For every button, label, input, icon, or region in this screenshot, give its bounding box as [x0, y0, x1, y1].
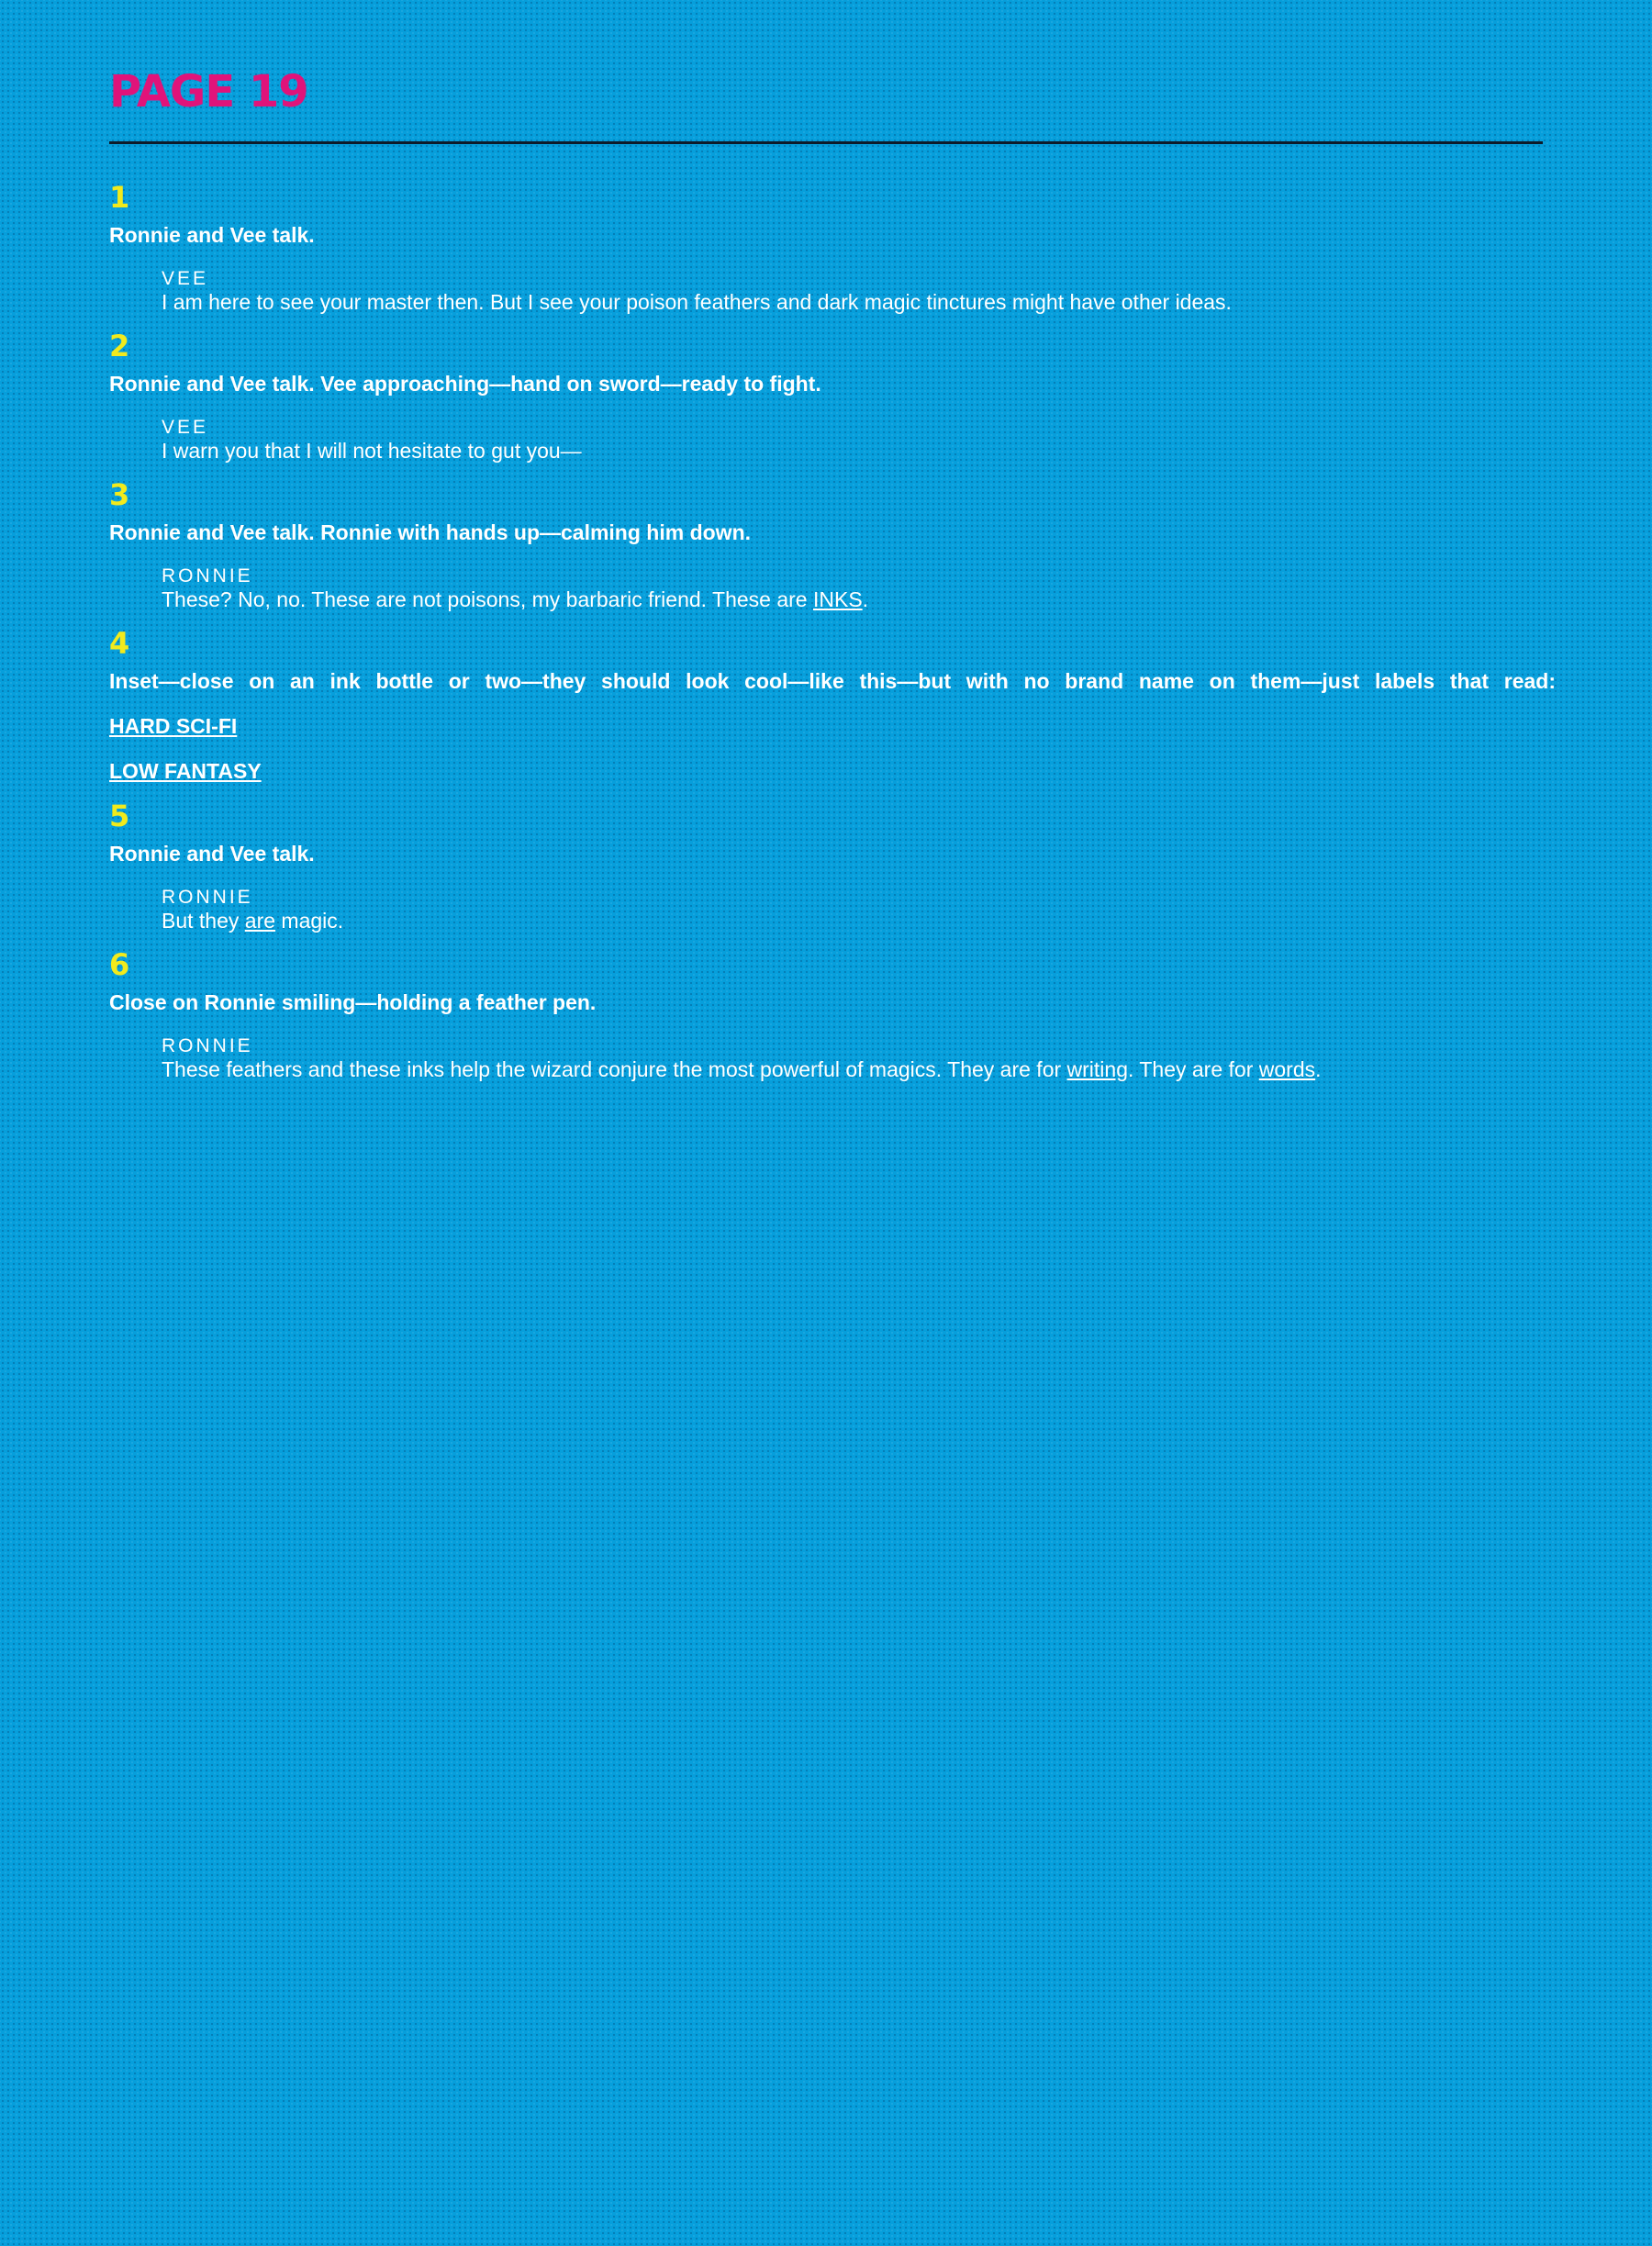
panel-number: 1 — [109, 180, 130, 215]
emphasis-text: are — [244, 909, 276, 933]
page-title: PAGE 19 — [109, 66, 308, 117]
emphasis-text: words — [1258, 1057, 1316, 1081]
dialogue-block — [162, 1035, 1543, 1082]
speaker-name: VEE — [162, 268, 209, 289]
dialogue-text: magic. — [275, 909, 344, 933]
panel-6 — [109, 946, 1543, 1082]
script-page — [109, 0, 1556, 1095]
panel-description: Ronnie and Vee talk. — [109, 842, 315, 866]
dialogue-text: These? No, no. These are not poisons, my barbaric friend. These are — [162, 587, 813, 611]
title-divider — [109, 141, 1543, 144]
panel-number: 5 — [109, 799, 130, 833]
dialogue-block — [162, 565, 1543, 612]
panel-list — [109, 179, 1556, 1082]
panel-1 — [109, 179, 1543, 315]
dialogue-text: These feathers and these inks help the wizard conjure the most powerful of magics. They are for — [162, 1057, 1067, 1081]
speaker-name: RONNIE — [162, 1035, 253, 1056]
panel-description: Ronnie and Vee talk. Ronnie with hands up—calming him down. — [109, 520, 752, 544]
dialogue-line — [162, 1057, 1543, 1082]
dialogue-text: . — [862, 587, 869, 611]
panel-2 — [109, 328, 1543, 464]
emphasis-text: writing — [1066, 1057, 1128, 1081]
dialogue-line: I warn you that I will not hesitate to gut you— — [162, 439, 582, 463]
dialogue-block — [162, 887, 1543, 933]
dialogue-text: . — [1315, 1057, 1322, 1081]
dialogue-block — [162, 417, 1543, 464]
panel-number: 2 — [109, 329, 130, 363]
emphasis-text: INKS — [812, 587, 863, 611]
dialogue-line — [162, 587, 1543, 612]
speaker-name: RONNIE — [162, 565, 253, 587]
speaker-name: RONNIE — [162, 887, 253, 908]
panel-number: 6 — [109, 947, 130, 982]
dialogue-block — [162, 268, 1543, 315]
panel-description: Ronnie and Vee talk. — [109, 223, 315, 247]
dialogue-line: I am here to see your master then. But I see your poison feathers and dark magic tinctures might have other ideas. — [162, 290, 1232, 314]
panel-number: 3 — [109, 477, 130, 512]
panel-number: 4 — [109, 626, 130, 661]
dialogue-text: But they — [162, 909, 245, 933]
panel-description: Ronnie and Vee talk. Vee approaching—hand on sword—ready to fight. — [109, 372, 821, 396]
panel-5 — [109, 798, 1543, 933]
panel-description: Close on Ronnie smiling—holding a feather pen. — [109, 990, 597, 1014]
dialogue-text: . They are for — [1128, 1057, 1259, 1081]
panel-4 — [109, 625, 1556, 785]
dialogue-line — [162, 909, 1543, 933]
panel-description: Inset—close on an ink bottle or two—they should look cool—like this—but with no brand name on them—just labels that read: — [109, 669, 1556, 693]
ink-label-hard-sci-fi: HARD SCI-FI — [109, 714, 238, 738]
speaker-name: VEE — [162, 417, 209, 438]
ink-label-low-fantasy: LOW FANTASY — [109, 759, 262, 783]
panel-3 — [109, 476, 1543, 612]
